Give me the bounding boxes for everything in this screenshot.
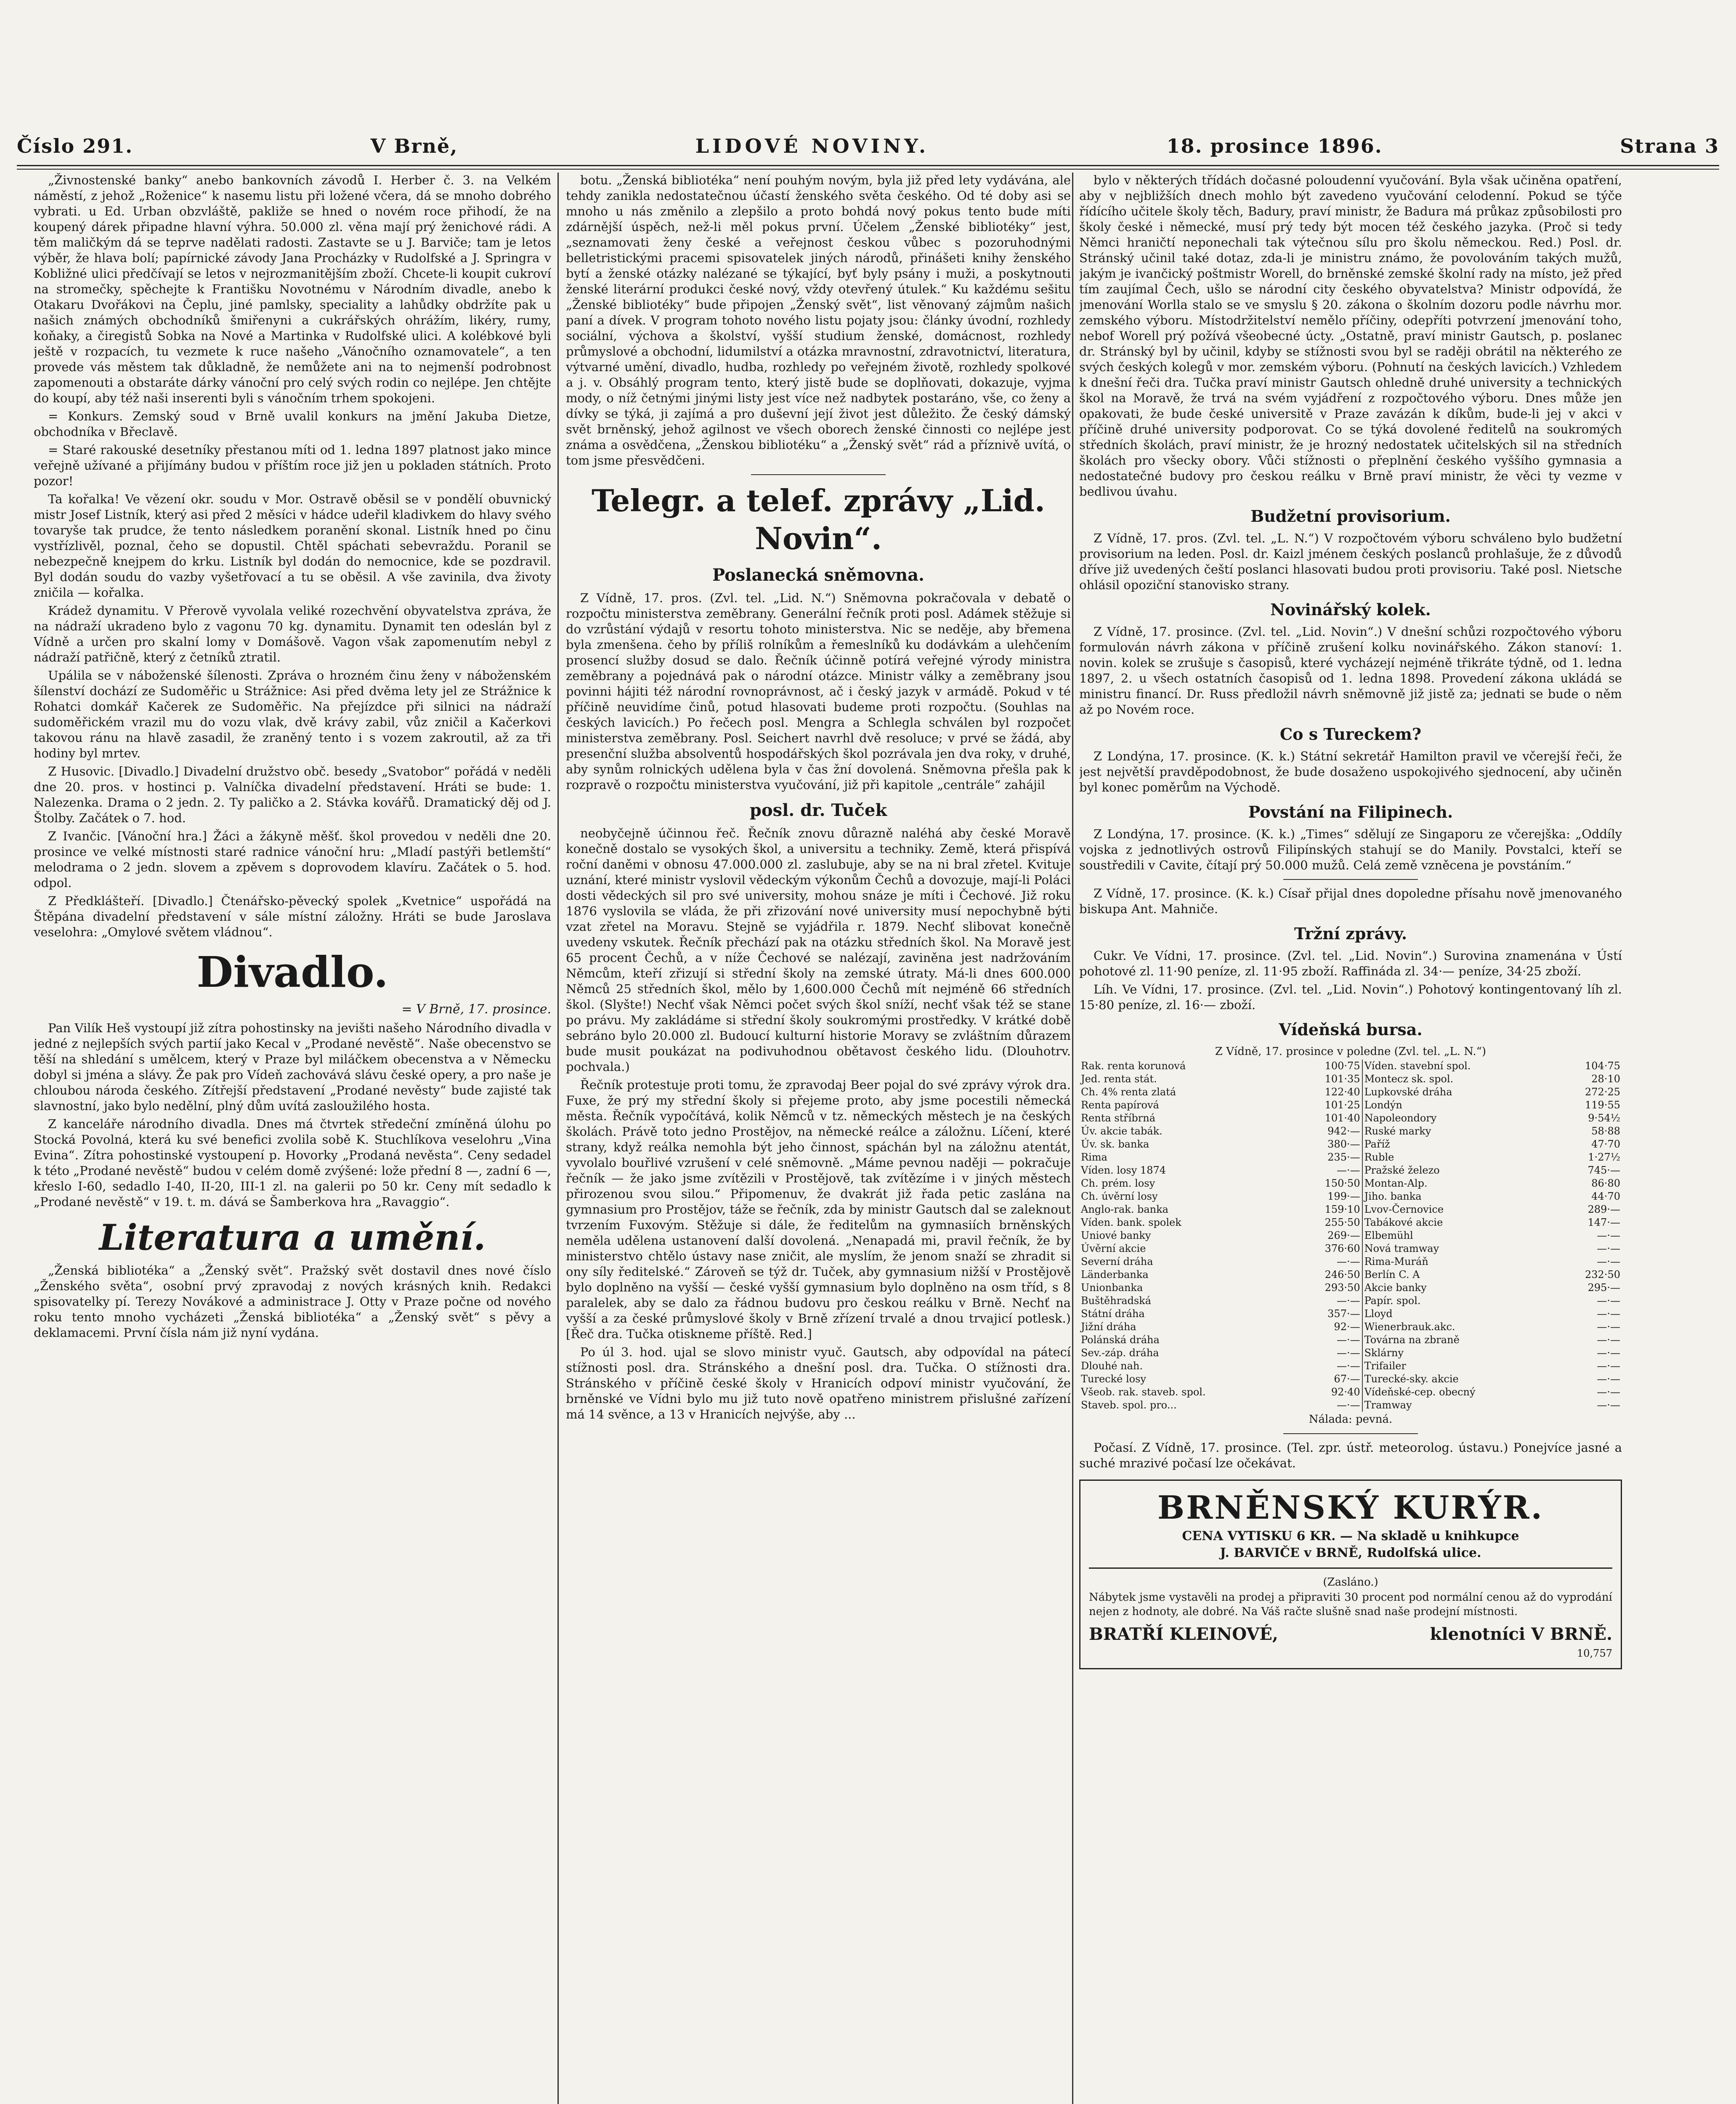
bourse-price: —·— <box>1597 1360 1620 1372</box>
bourse-price: 272·25 <box>1585 1086 1620 1098</box>
article-paragraph: „Ženská bibliotéka“ a „Ženský svět“. Pražský svět dostavil dnes nové číslo „Ženského světa“, osobní prvý zpravodaj z nových krásných knih. Redakci spisovatelky pí. Terezy Novákové a administrace J. Otty v Praze počne od nového roku tento mnoho vycházeti „Ženská bibliotéka“ a „Ženský svět“ s pěvy a deklamacemi. První čísla nám již nyní vydána. <box>34 1263 551 1340</box>
article-paragraph: Z Vídně, 17. pros. (Zvl. tel. „L. N.“) V rozpočtovém výboru schváleno bylo budžetní provisorium na leden. Posl. dr. Kaizl jménem českých poslanců prohlašuje, že z důvodů dříve již uvedených čeští poslanci hlasovati budou proti provisoriu. Také posl. Nietsche ohlásil opoziční stanovisko strany. <box>1079 531 1622 592</box>
article-paragraph: Z Předklášteří. [Divadlo.] Čtenářsko-pěvecký spolek „Kvetnice“ uspořádá na Štěpána divadelní představení v sále místní záložny. Hráti se bude Jaroslava veselohra: „Omylové světem vládnou“. <box>34 894 551 939</box>
article-paragraph: Řečník protestuje proti tomu, že zpravodaj Beer pojal do své zprávy výrok dra. Fuxe, že prý my střední školy si přejeme proto, aby jsme pocestili německá města. Řečník vypočítává, kolik Němců v tz. německých městech je na českých školách. Právě toto jedno Prostějov, na německé reálce a záložnu. Líčení, které strany, když reálka nemohla být jeho činnost, spáchán byl na záložnu atentát, vyvolalo bouřlivé vzrušení v celé sněmovně. „Máme pevnou naději — pokračuje řečník — že jako jsme zvítězili v Prostějově, tak zvítězíme i v jiných městech přirozenou svou silou.“ Připomenuv, že dvakrát již řada petic zaslána na gymnasium pro Prostějov, táže se řečník, zda by ministr Gautsch dal se zaleknout tvrzením Fuxovým. Stěžuje si dále, že ředitelům na gymnasiích brněnských neměla udělena ustanovení další dovolená. „Nenapadá mi, pravil řečník, že by ministerstvo chtělo ústavy nase zničit, ale myslím, že jenom snaží se zhradit si ony síly ředitelské.“ Zároveň se týž dr. Tuček, aby gymnasium nižší v Prostějově bylo doplněno na vyšší — české vyšší gymnasium bylo doplněno na osm tříd, s 8 paralelek, aby se dalo za řádnou budovu pro českou reálku v Brně. Nechť na vyšší a za české průmyslové školy v Brně zřízení trvalé a dnou trvajicí potlesk.) [Řeč dra. Tučka otiskneme příště. Red.] <box>566 1078 1071 1341</box>
bourse-security: Severní dráha <box>1081 1256 1153 1267</box>
bourse-security: Turecké-sky. akcie <box>1362 1373 1557 1386</box>
article-paragraph: neobyčejně účinnou řeč. Řečník znovu důrazně naléhá aby české Moravě konečně dostalo se vysokých škol, a universitu a techniky. Země, která přispívá roční daněmi v obnosu 47.000.000 zl. zaslubuje, aby se na ni bral zřetel. Kvituje uznání, které ministr vyslovil vědeckým výkonům Čechů a dovozuje, mají-li Poláci dosti vědeckých sil pro své university, mohou snáze je míti i Čechové. Již roku 1876 vyslovila se vláda, že při zřizování nové university musí nepochybně býti vzat zřetel na Moravu. Stejně se vyjádřila r. 1879. Nechť slibovat konečně uvedeny vskutek. Řečník přechází pak na otázku středních škol. Na Moravě jest 65 procent Čechů, a v níže Čechové se nalézají, zaviněna jest nadržováním Němcům, kteří zřizují si střední školy na zemské útraty. Má-li dnes 600.000 Němců 25 středních škol, mělo by 1,600.000 Čechů mít nejméně 66 středních škol. (Slyšte!) Nechť však Němci počet svých škol sníží, nechť však též se stane po právu. My zakládáme si střední školy soukromými prostředky. V krátké době sebráno bylo 20.000 zl. Budoucí kulturní historie Moravy se zvláštním důrazem bude musit poukázat na podivuhodnou obětavost českého lidu. (Dlouhotrv. pochvala.) <box>566 826 1071 1074</box>
bourse-price: 100·75 <box>1325 1060 1360 1072</box>
bourse-security: Úv. akcie tabák. <box>1081 1125 1163 1137</box>
bourse-price: 101·40 <box>1325 1112 1360 1124</box>
masthead-city: V Brně, <box>370 135 458 157</box>
bourse-price: 380·— <box>1327 1138 1360 1150</box>
bourse-security: Renta stříbrná <box>1081 1112 1156 1124</box>
article-paragraph: Líh. Ve Vídni, 17. prosince. (Zvl. tel. „Lid. Novin“.) Pohotový kontingentovaný líh zl. 15·80 peníze, zl. 16·— zboží. <box>1079 982 1622 1012</box>
section-heading-literatura: Literatura a umění. <box>99 1217 486 1258</box>
bourse-security: Sev.-záp. dráha <box>1081 1347 1159 1359</box>
subheading-snemovna: Poslanecká sněmovna. <box>712 565 924 585</box>
bourse-price: 295·— <box>1587 1282 1620 1294</box>
bourse-row <box>1079 1373 1622 1386</box>
bourse-row <box>1079 1099 1622 1112</box>
bourse-security: Ch. 4% renta zlatá <box>1081 1086 1176 1098</box>
column-divider <box>1072 173 1073 2104</box>
bourse-security: Víden. bank. spolek <box>1081 1217 1181 1228</box>
bourse-row <box>1079 1399 1622 1412</box>
bourse-row <box>1079 1164 1622 1177</box>
article-paragraph: = Konkurs. Zemský soud v Brně uvalil konkurs na jmění Jakuba Dietze, obchodníka v Břeclavě. <box>34 409 551 439</box>
ad-number: 10,757 <box>1577 1647 1612 1659</box>
article-paragraph: Z Vídně, 17. prosince. (Zvl. tel. „Lid. Novin“.) V dnešní schůzi rozpočtového výboru formulován návrh zákona v příčině zrušení kolku novinářského. Zákon stanoví: 1. novin. kolek se zrušuje s časopisů, které vycházejí nejméně třikráte týdně, od 1. ledna 1897, 2. u všech ostatních časopisů od 1. ledna 1898. Provedení zákona ukládá se ministru financí. Dr. Russ předložil návrh sněmovně již jistě za; jednati se bude o něm až po Novém roce. <box>1079 624 1622 717</box>
subheading-market: Tržní zprávy. <box>1294 924 1407 943</box>
article-paragraph: = Staré rakouské desetníky přestanou míti od 1. ledna 1897 platnost jako mince veřejně užívané a přijímány budou v příštím roce již jen u pokladen státních. Proto pozor! <box>34 443 551 488</box>
bourse-dateline: Z Vídně, 17. prosince v poledne (Zvl. tel. „L. N.“) <box>1215 1045 1486 1058</box>
bourse-security: Úvěrní akcie <box>1081 1243 1146 1254</box>
bourse-security: Pražské železo <box>1362 1164 1557 1177</box>
bourse-security: Montan-Alp. <box>1362 1177 1557 1190</box>
bourse-security: Berlín C. A <box>1362 1268 1557 1281</box>
bourse-row <box>1079 1125 1622 1138</box>
ad-body: Nábytek jsme vystavěli na prodej a připraviti 30 procent pod normální cenou až do vyprodání nejen z hodnoty, ale dobré. Na Váš račte slušně snad naše prodejní místnosti. <box>1089 1591 1612 1618</box>
bourse-row <box>1079 1268 1622 1281</box>
bourse-price: —·— <box>1336 1360 1360 1372</box>
bourse-security: Státní dráha <box>1081 1308 1145 1320</box>
bourse-security: Renta papírová <box>1081 1099 1159 1111</box>
bourse-security: Lvov-Černovice <box>1362 1203 1557 1216</box>
bourse-security: Rima <box>1081 1151 1107 1163</box>
bourse-price: —·— <box>1597 1230 1620 1241</box>
bourse-price: 101·25 <box>1325 1099 1360 1111</box>
bourse-security: Ruble <box>1362 1151 1557 1164</box>
bourse-price: 246·50 <box>1325 1269 1360 1280</box>
bourse-row <box>1079 1255 1622 1268</box>
bourse-security: Nová tramway <box>1362 1242 1557 1255</box>
article-paragraph: Z Husovic. [Divadlo.] Divadelní družstvo obč. besedy „Svatobor“ pořádá v neděli dne 20. pros. v hostinci p. Valníčka divadelní představení. Hráti se bude: 1. Nalezenka. Drama o 2 jedn. 2. Ty paličko a 2. Stávka kovářů. Dramatický děj od J. Štolby. Začátek o 7. hod. <box>34 764 551 825</box>
bourse-price: 119·55 <box>1585 1099 1620 1111</box>
bourse-price: —·— <box>1597 1243 1620 1254</box>
bourse-security: Anglo-rak. banka <box>1081 1203 1168 1215</box>
bourse-row <box>1079 1334 1622 1347</box>
ad-footer <box>1089 1623 1612 1646</box>
bourse-price: 376·60 <box>1325 1243 1360 1254</box>
bourse-security: Lloyd <box>1362 1307 1557 1320</box>
bourse-row <box>1079 1294 1622 1307</box>
subheading-tucek: posl. dr. Tuček <box>749 800 887 820</box>
bourse-row <box>1079 1060 1622 1073</box>
bourse-price: —·— <box>1597 1373 1620 1385</box>
bourse-security: Paříž <box>1362 1138 1557 1151</box>
bourse-security: Napoleondory <box>1362 1112 1557 1125</box>
bourse-price: —·— <box>1336 1334 1360 1346</box>
section-divider <box>1283 1433 1418 1434</box>
bourse-security: Uniové banky <box>1081 1230 1151 1241</box>
bourse-price: —·— <box>1597 1308 1620 1320</box>
bourse-price: 28·10 <box>1591 1073 1620 1085</box>
bourse-price: 942·— <box>1327 1125 1360 1137</box>
masthead-date: 18. prosince 1896. <box>1166 135 1383 157</box>
bourse-price: —·— <box>1336 1256 1360 1267</box>
bourse-row <box>1079 1203 1622 1216</box>
bourse-price: —·— <box>1597 1321 1620 1333</box>
bourse-security: Rak. renta korunová <box>1081 1060 1186 1072</box>
bourse-price: 293·50 <box>1325 1282 1360 1294</box>
article-paragraph: „Živnostenské banky“ anebo bankovních závodů I. Herber č. 3. na Velkém náměstí, z jehož „Roženice“ k nasemu listu při ložené včera, dá se mnoho dobrého vybrati. u Ed. Urban obzvláště, pakliže se hned o novém roce přihodí, že na koupený dárek připadne hlavní výhra. 50.000 zl. věna mají prý ženichové rádi. A těm maličkým dá se teprve nadělati radosti. Zastavte se u J. Barviče; tam je letos výběr, že hlava bolí; papírnické závody Jana Procházky v Rudolfské a J. Springra v Kobližné ulici předčívají se letos v nejrozmanitějším zboží. Chcete-li koupit cukroví na stromečky, spěchejte k Františku Novotnému v Národním divadle, anebo k Otakaru Dvořákovi na Čeplu, jiné pamlsky, speciality a lahůdky obdržíte pak u našich známých obchodníků šmiřenyni a cukrářských ohrážím, likéry, rumy, koňaky, a čiregistů Sobka na Nové a Martinka v Rudolfské ulici. A kolébkové byli ještě v rozpacích, tu vezmete k ruce našeho „Vánočního oznamovatele“, a ten provede vás městem tak důkladně, že nemůžete ani na to nejmenší podrobnost zapomenouti a obstaráte dárky vánoční pro celý svých rodin co nejlépe. Jen chtějte do koupí, aby též naši inserenti byli s vánočním trhem spokojeni. <box>34 173 551 405</box>
ad-divider <box>1089 1567 1612 1569</box>
bourse-security: Ruské marky <box>1362 1125 1557 1138</box>
bourse-security: Vídeňské-cep. obecný <box>1362 1386 1557 1399</box>
bourse-price: 255·50 <box>1325 1217 1360 1228</box>
dateline: = V Brně, 17. prosince. <box>401 1002 551 1017</box>
bourse-security: Turecké losy <box>1081 1373 1146 1385</box>
bourse-price: 289·— <box>1587 1203 1620 1215</box>
bourse-security: Ch. prém. losy <box>1081 1177 1155 1189</box>
bourse-price: —·— <box>1597 1334 1620 1346</box>
bourse-row <box>1079 1216 1622 1229</box>
bourse-price: —·— <box>1336 1164 1360 1176</box>
bourse-price: 199·— <box>1327 1190 1360 1202</box>
bourse-security: Staveb. spol. pro... <box>1081 1399 1177 1411</box>
article-paragraph: Cukr. Ve Vídni, 17. prosince. (Zvl. tel. „Lid. Novin“.) Surovina znamenána v Ústí pohotové zl. 11·90 peníze, zl. 11·95 zboží. Raffináda zl. 34·— peníze, 34·25 zboží. <box>1079 948 1622 978</box>
bourse-row <box>1079 1281 1622 1294</box>
bourse-security: Tabákové akcie <box>1362 1216 1557 1229</box>
bourse-row <box>1079 1347 1622 1360</box>
masthead-title: LIDOVÉ NOVINY. <box>695 135 929 157</box>
bourse-security: Jižní dráha <box>1081 1321 1136 1333</box>
bourse-security: Víden. losy 1874 <box>1081 1164 1166 1176</box>
article-paragraph: Po úl 3. hod. ujal se slovo ministr vyuč. Gautsch, aby odpovídal na pátecí stížnosti posl. dra. Stránského a dnešní posl. dra. Tučka. O stížnosti dra. Stránského v příčině české školy v Hranicích odpoví ministr vyučování, že brněnské ve Vídni bylo mu již tuto nově opatřeno ministrem přislušné zařízení má 14 svěnce, a 13 v Hranicích nejvýše, aby ... <box>566 1345 1071 1421</box>
bourse-price: —·— <box>1597 1386 1620 1398</box>
article-paragraph: bylo v některých třídách dočasné poloudenní vyučování. Byla však učiněna opatření, aby v nejbližších dnech mohlo být zavedeno vyučování celodenní. Pokud se týče řídícího učitele školy těch, Badury, praví ministr, že Badura má průkaz způsobilosti pro školy české i německé, musí prý tedy být mocen též českého jazyka. (Proč si tedy Němci hraničtí neponechali tak výtečnou sílu pro školu německou. Red.) Posl. dr. Stránský učinil také dotaz, zda-li je ministru známo, že povolováním takých mužů, jakým je ivančický poštmistr Worell, do brněnské zemské školní rady na místo, jež před tím zaujímal Čech, ušlo se národní city českého obyvatelstva? Ministr odpovídá, že jmenování Worlla stalo se ve smyslu § 20. zákona o školním dozoru podle návrhu mor. zemského výboru. Místodržitelství nemělo příčiny, odepříti potvrzení jmenování toho, nebof Worell prý požívá všeobecné úcty. „Ostatně, praví ministr Gautsch, p. poslanec dr. Stránský byl by učinil, kdyby se stížnosti svou byl se raději obrátil na některého ze svých českých kolegů v mor. zemském výboru. (Pohnutí na českých lavicích.) Vzhledem k dnešní řeči dra. Tučka praví ministr Gautsch ohledně druhé university a technických škol na Moravě, že trvá na svém vyjádření z rozpočtového výboru. Dnes může jen opakovati, že bude české universitě v Praze zavázán k díkům, bude-li jej v akci v příčině druhé university podporovat. Co se týká dovolené ředitelů na soukromých středních školách, praví ministr, že je hrozný nedostatek učitelských sil na středních školách pro všecky obory. Vůči stížnosti o přeplnění českého vyššího gymnasia a nedostatečné budovy pro českou reálku v Brně praví ministr, že věci ty vezme v bedlivou úvahu. <box>1079 173 1622 499</box>
bourse-price: —·— <box>1336 1347 1360 1359</box>
subheading-bourse: Vídeňská bursa. <box>1279 1020 1423 1039</box>
ad-line: CENA VYTISKU 6 KR. — Na skladě u knihkupce <box>1182 1529 1519 1543</box>
bourse-price: 1·27½ <box>1588 1151 1620 1163</box>
article-paragraph: Z Vídně, 17. pros. (Zvl. tel. „Lid. N.“) Sněmovna pokračovala v debatě o rozpočtu ministerstva zeměbrany. Generální řečník proti posl. Adámek stěžuje si do vzrůstání výdajů v resortu tohoto ministerstva. Nic se neděje, aby břemena byla zmenšena. čeho by příliš rolníkům a řemeslníků ku dodávkám a ulehčením prosencí služby dosud se dalo. Řečník účinně potírá veřejné výrody ministra zeměbrany a pojednává pak o národní otázce. Ministr války a zeměbrany jsou povinni hájiti též národní rovnoprávnost, ač i český jazyk v armádě. Pokud v té příčině neuvidíme činů, potud hlasovati budeme proti rozpočtu. (Souhlas na českých lavicích.) Po řečech posl. Mengra a Schlegla schválen byl rozpočet ministerstva zeměbrany. Posl. Seichert navrhl dvě resoluce; v prvé se žádá, aby presenční služba absolventů hospodářských škol pozrávala jen dva roky, v druhé, aby synům rolnických udělena byla v čas žní dovolená. Sněmovna přešla pak k rozpravě o rozpočtu ministerstva vyučování, již při kapitole „centrále“ zahájil <box>566 591 1071 792</box>
bourse-price: 159·10 <box>1325 1203 1360 1215</box>
bourse-row <box>1079 1229 1622 1242</box>
bourse-security: Ch. úvěrní losy <box>1081 1190 1158 1202</box>
bourse-security: Jiho. banka <box>1362 1190 1557 1203</box>
issue-number: Číslo 291. <box>17 135 133 157</box>
bourse-row <box>1079 1112 1622 1125</box>
bourse-price: 122·40 <box>1325 1086 1360 1098</box>
bourse-price: —·— <box>1597 1295 1620 1307</box>
section-divider <box>751 474 886 475</box>
bourse-security: Lupkovské dráha <box>1362 1086 1557 1099</box>
bourse-price: —·— <box>1336 1399 1360 1411</box>
bourse-price: —·— <box>1597 1256 1620 1267</box>
article-paragraph: Z Londýna, 17. prosince. (K. k.) „Times“ sdělují ze Singaporu ze včerejška: „Oddíly vojska z jednotlivých ostrovů Filipínských stahují se do Manily. Povstalci, kteří se soustředili v Cavite, čítají prý 50.000 mužů. Celá země vzněcena je povstáním.“ <box>1079 827 1622 872</box>
bourse-price: 150·50 <box>1325 1177 1360 1189</box>
article-paragraph: Pan Vilík Heš vystoupí již zítra pohostinsky na jevišti našeho Národního divadla v jedné z nejlepších svých partií jako Kecal v „Prodané nevěstě“. Naše obecenstvo se těší na shledání s umělcem, který v Praze byl miláčkem obecenstva a v Německu dobyl si jména a slávy. Že pak pro Vídeň zachovává slávu české opery, a pro naše je chloubou národa českého. Zítřejší představení „Prodané nevěsty“ bude zajisté tak slavnostní, jako bylo nedělní, plný dům uvítá zasloužilého hosta. <box>34 1021 551 1113</box>
bourse-price: 745·— <box>1587 1164 1620 1176</box>
bourse-security: Tramway <box>1362 1399 1557 1412</box>
section-divider <box>1283 879 1418 880</box>
bourse-price: 67·— <box>1334 1373 1360 1385</box>
bourse-security: Akcie banky <box>1362 1281 1557 1294</box>
column-middle <box>566 173 1071 2104</box>
weather-report: Počasí. Z Vídně, 17. prosince. (Tel. zpr. ústř. meteorolog. ústavu.) Ponejvíce jasné a suché mrazivé počasí lze očekávat. <box>1079 1440 1622 1470</box>
bourse-price: —·— <box>1336 1295 1360 1307</box>
bourse-row <box>1079 1086 1622 1099</box>
article-paragraph: Krádež dynamitu. V Přerově vyvolala veliké rozechvění obyvatelstva zpráva, že na nádraží ukradeno bylo z vagonu 70 kg. dynamitu. Dynamit ten odeslán byl z Vídně a určen pro skalní lomy v Domášově. Vagon však zapomenutím nebyl z nádraží patřičně, který z četníků ztratil. <box>34 603 551 664</box>
page-number: Strana 3 <box>1620 135 1719 157</box>
bourse-row <box>1079 1151 1622 1164</box>
ad-zaslano: (Zasláno.) <box>1323 1576 1378 1589</box>
article-paragraph: Z Londýna, 17. prosince. (K. k.) Státní sekretář Hamilton pravil ve včerejší řeči, že jest největší pravděpodobnost, že bude dosaženo uspokojivého sjednocení, aby učiněn byl konec poměrům na Východě. <box>1079 749 1622 794</box>
column-left <box>34 173 551 2104</box>
subheading-kolek: Novinářský kolek. <box>1270 600 1431 619</box>
bourse-price: 104·75 <box>1585 1060 1620 1072</box>
subheading-budget: Budžetní provisorium. <box>1250 507 1451 526</box>
bourse-price: 58·88 <box>1591 1125 1620 1137</box>
bourse-security: Elbemühl <box>1362 1229 1557 1242</box>
ad-footer-left: BRATŘÍ KLEINOVÉ, <box>1089 1624 1278 1644</box>
bourse-price: 232·50 <box>1585 1269 1620 1280</box>
bourse-security: Londýn <box>1362 1099 1557 1112</box>
bourse-security: Trifailer <box>1362 1360 1557 1373</box>
bourse-price: 235·— <box>1327 1151 1360 1163</box>
bourse-price: —·— <box>1597 1399 1620 1411</box>
bourse-security: Unionbanka <box>1081 1282 1143 1294</box>
bourse-table <box>1079 1060 1622 1412</box>
bourse-price: 92·40 <box>1331 1386 1360 1398</box>
bourse-security: Buštěhradská <box>1081 1295 1152 1307</box>
bourse-price: 9·54½ <box>1588 1112 1620 1124</box>
bourse-security: Papír. spol. <box>1362 1294 1557 1307</box>
bourse-security: Jed. renta stát. <box>1081 1073 1157 1085</box>
bourse-security: Víden. stavební spol. <box>1362 1060 1557 1073</box>
bourse-price: 357·— <box>1327 1308 1360 1320</box>
bourse-price: 101·35 <box>1325 1073 1360 1085</box>
bourse-price: 47·70 <box>1591 1138 1620 1150</box>
bourse-row <box>1079 1177 1622 1190</box>
article-paragraph: Z Ivančic. [Vánoční hra.] Žáci a žákyně měšť. škol provedou v neděli dne 20. prosince ve velké místnosti staré radnice vánoční hru: „Mladí pastýři betlemští“ melodrama o 2 jedn. slovem a zpěvem s doprovodem klavíru. Začátek o 5. hod. odpol. <box>34 829 551 890</box>
bourse-price: —·— <box>1597 1347 1620 1359</box>
bourse-security: Továrna na zbraně <box>1362 1334 1557 1347</box>
bourse-price: 92·— <box>1334 1321 1360 1333</box>
bourse-security: Dlouhé nah. <box>1081 1360 1143 1372</box>
bourse-security: Polánská dráha <box>1081 1334 1160 1346</box>
article-paragraph: Ta kořalka! Ve vězení okr. soudu v Mor. Ostravě oběsil se v pondělí obuvnický mistr Josef Listník, který asi před 2 měsíci v hádce udeřil kladivkem do hlavy svého tovaryše tak prudce, že tento následkem poranění skonal. Listník hned po činu vystřízlivěl, poznal, čeho se dopustil. Chtěl spáchati sebevraždu. Poranil se nebezpečně knejpem do krku. Listník byl dodán do nemocnice, kde se pozdravil. Byl dodán soudu do vazby vyšetřovací a tu se oběsil. A vše zavinila, dva životy zničila — kořalka. <box>34 492 551 600</box>
bourse-security: Rima-Muráň <box>1362 1255 1557 1268</box>
bourse-security: Úv. sk. banka <box>1081 1138 1149 1150</box>
section-heading-telegrams: Telegr. a telef. zprávy „Lid. Novin“. <box>592 483 1045 556</box>
bourse-security: Všeob. rak. staveb. spol. <box>1081 1386 1206 1398</box>
advertisement-brnensky-kuryr <box>1079 1480 1622 1669</box>
ad-footer-right: klenotníci V BRNĚ. <box>1430 1624 1612 1644</box>
bourse-price: 147·— <box>1587 1217 1620 1228</box>
article-paragraph: Z Vídně, 17. prosince. (K. k.) Císař přijal dnes dopoledne přísahu nově jmenovaného biskupa Ant. Mahniče. <box>1079 886 1622 916</box>
masthead <box>17 135 1719 168</box>
bourse-price: 86·80 <box>1591 1177 1620 1189</box>
bourse-row <box>1079 1138 1622 1151</box>
bourse-note: Nálada: pevná. <box>1309 1413 1393 1426</box>
bourse-security: Länderbanka <box>1081 1269 1149 1280</box>
bourse-row <box>1079 1320 1622 1334</box>
bourse-row <box>1079 1386 1622 1399</box>
bourse-security: Sklárny <box>1362 1347 1557 1360</box>
bourse-price: 44·70 <box>1591 1190 1620 1202</box>
article-paragraph: Upálila se v náboženské šílenosti. Zpráva o hrozném činu ženy v náboženském šílenství dochází ze Sudoměřic u Strážnice: Asi před dvěma lety jel ze Strážnice k Rohatci domkář Kačerek ze Sudoměřic. Na přejízdce při silnici na nádraží sudoměřickém vrazil mu do vozu vlak, dvě krávy zabil, vůz zničil a Kačerkovi takovou ránu na hlavě zasadil, že zraněný tento i s vozem zakroutil, až za tři hodiny byl mrtev. <box>34 668 551 760</box>
column-right <box>1079 173 1622 2104</box>
article-paragraph: botu. „Ženská bibliotéka“ není pouhým novým, byla již před lety vydávána, ale tehdy zanikla nedostatečnou účastí ženského světa českého. Od té doby asi se mnoho u nás změnilo a zlepšilo a proto bohdá nový pokus tento bude míti zdárnější úspěch, než-li měl pokus první. Účelem „Ženské bibliotéky“ jest, „seznamovati ženy české a veřejnost českou vůbec s pozoruhodnými belletristickými pracemi spisovatelek jiných národů, přinášeti knihy ženského bytí a ženské otázky nalézané se týkající, byť byly psány i muži, a poskytnouti ženské literární produkci české nový, vždy otevřený útulek.“ Ku každému sešitu „Ženské bibliotéky“ bude připojen „Ženský svět“, list věnovaný zájmům našich paní a dívek. V program tohoto nového listu pojaty jsou: články úvodní, rozhledy sociální, výchova a školství, vyšší studium ženské, domácnost, rozhledy průmyslové a obchodní, lidumilství a otázka mravnostní, zdravotnictví, literatura, výtvarné umění, divadlo, hudba, rozhledy po veřejném životě, rozhledy spolkové a j. v. Obsáhlý program tento, který jistě bude se doplňovati, dokazuje, vyjma mody, o níž četnými jinými listy jest více než nadbytek postaráno, vše, co ženy a dívky se týká, ji zajímá a pro duševní její život jest důležito. Že český dámský svět brněnský, jehož agilnost ve všech oborech ženské činnosti co nejlépe jest známa a osvědčena, „Ženskou bibliotéku“ a „Ženský svět“ rád a příznivě uvítá, o tom jsme přesvědčeni. <box>566 173 1071 468</box>
ad-line: J. BARVIČE v BRNĚ, Rudolfská ulice. <box>1220 1546 1481 1560</box>
article-paragraph: Z kanceláře národního divadla. Dnes má čtvrtek středeční zmíněná úlohu po Stocká Povolná, která ku své benefici zvolila sobě K. Stuchlíkova veselohru „Vina Evina“. Zítra pohostinské vystoupení p. Hovorky „Prodaná nevěsta“. Ceny sedadel k této „Prodané nevěstě“ budou v celém domě zvýšené: lože přední 8 —, zadní 6 —, křeslo I-60, sedadlo I-40, II-20, III-1 zl. na galerii po 50 kr. Ceny mít sedadlo k „Prodané nevěstě“ v 19. t. m. dává se Šamberkova hra „Ravaggio“. <box>34 1117 551 1209</box>
bourse-row <box>1079 1360 1622 1373</box>
bourse-row <box>1079 1073 1622 1086</box>
bourse-row <box>1079 1307 1622 1320</box>
subheading-filipiny: Povstání na Filipinech. <box>1248 802 1453 821</box>
bourse-price: 269·— <box>1327 1230 1360 1241</box>
masthead-rule <box>17 165 1719 170</box>
column-divider <box>557 173 559 2104</box>
section-heading-divadlo: Divadlo. <box>196 947 388 997</box>
bourse-row <box>1079 1242 1622 1255</box>
bourse-security: Montecz sk. spol. <box>1362 1073 1557 1086</box>
bourse-row <box>1079 1190 1622 1203</box>
bourse-security: Wienerbrauk.akc. <box>1362 1320 1557 1334</box>
ad-title: BRNĚNSKÝ KURÝR. <box>1157 1489 1544 1526</box>
subheading-turecko: Co s Tureckem? <box>1279 725 1422 744</box>
